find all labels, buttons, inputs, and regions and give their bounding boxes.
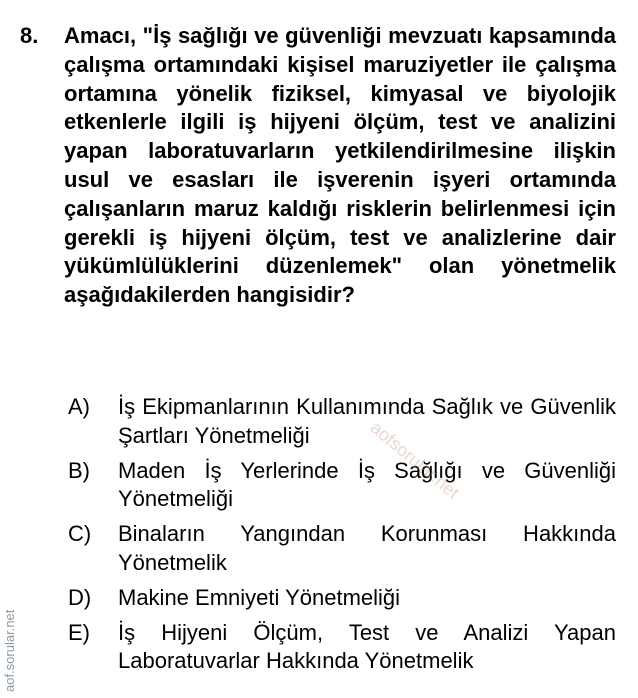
option-d-text: Makine Emniyeti Yönetmeliği xyxy=(118,584,401,610)
option-e-text: İş Hijyeni Ölçüm, Test ve Analizi Yapan Laboratuvarlar Hakkında Yönetmelik xyxy=(118,619,616,674)
question-block xyxy=(20,22,618,310)
question-number: 8. xyxy=(20,23,39,48)
option-d-letter: D) xyxy=(68,584,92,610)
option-b-text: Maden İş Yerlerinde İş Sağlığı ve Güvenliği Yönetmeliği xyxy=(118,457,616,512)
option-e[interactable] xyxy=(68,619,618,677)
side-watermark: aof.sorular.net xyxy=(2,609,17,692)
option-a[interactable] xyxy=(68,393,618,451)
answer-options xyxy=(68,393,618,682)
option-a-text: İş Ekipmanlarının Kullanımında Sağlık ve Güvenlik Şartları Yönetmeliği xyxy=(118,394,616,448)
option-e-letter: E) xyxy=(68,619,90,645)
diagonal-watermark: aofsorular.net xyxy=(366,417,464,503)
option-c[interactable] xyxy=(68,520,618,578)
option-b[interactable] xyxy=(68,457,618,515)
question-text: Amacı, "İş sağlığı ve güvenliği mevzuatı kapsamında çalışma ortamındaki kişisel maruziyetler ile çalışma ortamına yönelik fiziksel, kimyasal ve biyolojik etkenlerle ilgili iş hijyeni ölçüm, test ve analizini yapan laboratuvarların yetkilendirilmesine ilişkin usul ve esasları ile işverenin işyeri ortamında çalışanların maruz kaldığı risklerin belirlenmesi için gerekli iş hijyeni ölçüm, test ve analizlerine dair yükümlülüklerini düzenlemek" olan yönetmelik aşağıdakilerden hangisidir? xyxy=(64,23,616,308)
option-a-letter: A) xyxy=(68,394,90,419)
option-b-letter: B) xyxy=(68,457,90,483)
option-c-letter: C) xyxy=(68,521,92,547)
option-d[interactable] xyxy=(68,584,618,613)
option-c-text: Binaların Yangından Korunması Hakkında Yönetmelik xyxy=(118,521,616,575)
